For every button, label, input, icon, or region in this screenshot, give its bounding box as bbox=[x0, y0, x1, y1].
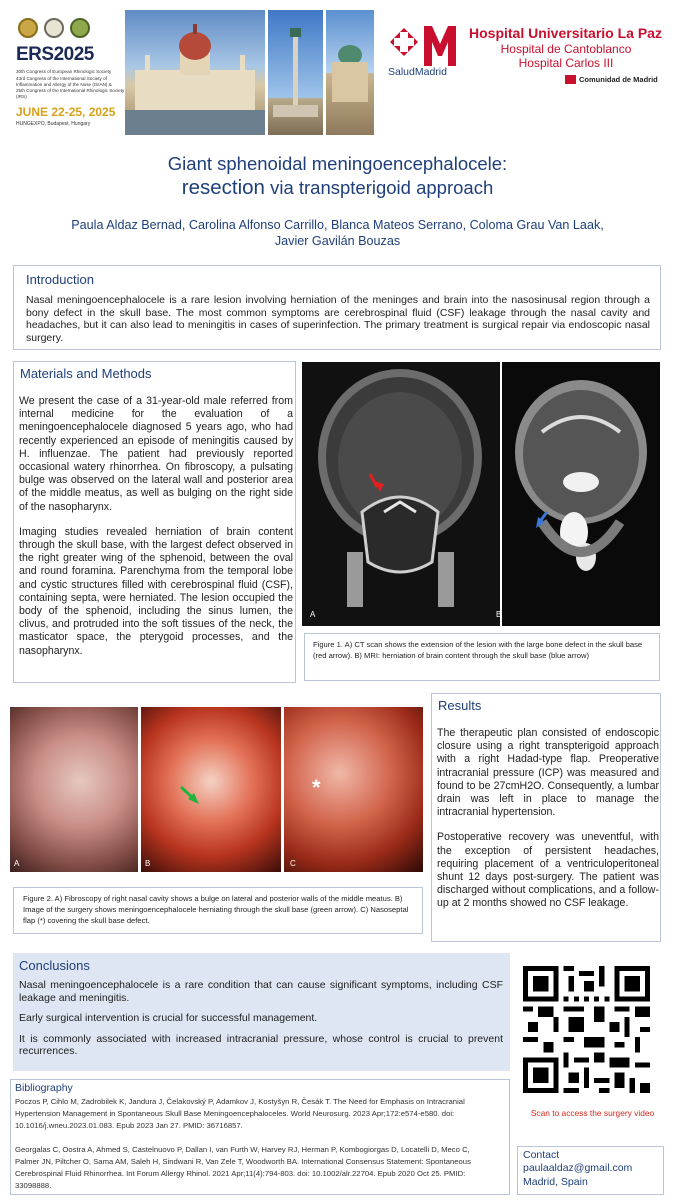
contact-box bbox=[517, 1146, 664, 1195]
figure2-caption: Figure 2. A) Fibroscopy of right nasal cavity shows a bulge on lateral and posterior walls of the middle meatus. B) Image of the surgery shows meningoencephalocele herniating through the skull base (green arrow). C) Nasoseptal flap (*) covering the skull base defect. bbox=[23, 894, 409, 925]
conclusions-box bbox=[13, 953, 510, 1071]
congress-line-3: 25th Congress of the International Rhinologic Society (IRS) bbox=[16, 88, 125, 99]
society-seal-icon bbox=[70, 18, 90, 38]
castle-photo bbox=[326, 10, 374, 135]
mri-image bbox=[496, 362, 660, 626]
figure2-label-b: B bbox=[145, 859, 151, 868]
comunidad-flag-icon bbox=[565, 75, 576, 84]
congress-dates: JUNE 22-25, 2025 bbox=[16, 105, 116, 119]
society-seal-icon bbox=[44, 18, 64, 38]
conclusions-title: Conclusions bbox=[19, 958, 90, 973]
figure2-label-c: C bbox=[290, 859, 296, 868]
nasoseptal-flap-image bbox=[284, 707, 423, 872]
parliament-photo bbox=[125, 10, 265, 135]
introduction-text: Nasal meningoencephalocele is a rare lesion involving herniation of the meninges and brain into the nasosinusal region through a bony defect in the skull base. The most common symptoms are cerebrospinal fluid (CSF) leakage through the nasal cavity and headaches, but it can also lead to meningitis in cases of superinfection. The primary treatment is surgical repair via endoscopic nasal surgery. bbox=[26, 294, 650, 344]
conclusions-text bbox=[19, 979, 503, 1070]
methods-paragraph-2: Imaging studies revealed herniation of brain content through the skull base, with the largest defect observed in the right greater wing of the sphenoid, between the oval and round foramina. Parenchyma from the temporal lobe and cystic structures filled with cerebrospinal fluid (CSF), containing septa, were herniated. The lesion occupied the body of the sphenoid, including the sinus lumen, the clivus, and protruded into the soft tissues of the neck, the masticator space, the pterygoid processes, and the nasopharynx. bbox=[19, 525, 293, 657]
results-text bbox=[437, 727, 659, 923]
figure1-caption: Figure 1. A) CT scan shows the extension of the lesion with the large bone defect in the skull base (red arrow). B) MRI: herniation of brain content through the skull base (blue arrow) bbox=[313, 640, 643, 660]
salud-madrid-logo bbox=[386, 22, 464, 82]
congress-line-1: 30th Congress of European Rhinologic Society bbox=[16, 69, 112, 74]
introduction-title: Introduction bbox=[26, 272, 94, 287]
poster-title bbox=[0, 152, 675, 200]
figure2-caption-box bbox=[13, 887, 423, 934]
congress-banner bbox=[10, 10, 374, 135]
title-line-2 bbox=[0, 176, 675, 200]
contact-location: Madrid, Spain bbox=[523, 1176, 588, 1188]
results-box bbox=[431, 693, 661, 942]
conclusions-paragraph-3: It is commonly associated with increased intracranial pressure, whose control is crucial to prevent recurrences. bbox=[19, 1032, 503, 1057]
fibroscopy-image bbox=[10, 707, 138, 872]
congress-venue: HUNGEXPO, Budapest, Hungary bbox=[16, 121, 91, 127]
title-line-1: Giant sphenoidal meningoencephalocele: bbox=[167, 153, 508, 174]
methods-text bbox=[19, 395, 293, 670]
title-rest: via transpterigoid approach bbox=[264, 177, 494, 198]
conclusions-paragraph-1: Nasal meningoencephalocele is a rare condition that can cause significant symptoms, including CSF leakage and meningitis. bbox=[19, 979, 503, 1004]
contact-title: Contact bbox=[523, 1149, 560, 1161]
bibliography-title: Bibliography bbox=[15, 1082, 73, 1094]
title-emphasis: resection bbox=[181, 176, 265, 199]
authors bbox=[0, 217, 675, 249]
surgery-video-qr-code[interactable] bbox=[523, 966, 650, 1093]
ct-scan-image bbox=[302, 362, 500, 626]
bibliography-ref-2: Georgalas C, Oostra A, Ahmed S, Castelnuovo P, Dallan I, van Furth W, Harvey RJ, Herman P, Kombogiorgas D, Locatelli D, Meco C, Palmer JN, Piltcher O, Sama AM, Saleh H, Sindwani R, Van Zele T, Woodworth BA. International Consensus Statement: Spontaneous Cerebrospinal Fluid Rhinorrhea. Int Forum Allergy Rhinol. 2021 Apr;11(4):794-803. doi: 10.1002/alr.22704. Epub 2020 Oct 25. PMID: 33098888. bbox=[15, 1145, 471, 1190]
bibliography-box bbox=[10, 1079, 510, 1195]
congress-name: ERS2025 bbox=[16, 44, 94, 65]
authors-line-1: Paula Aldaz Bernad, Carolina Alfonso Carrillo, Blanca Mateos Serrano, Coloma Grau Van Laak, bbox=[71, 218, 604, 232]
conclusions-paragraph-2: Early surgical intervention is crucial for successful management. bbox=[19, 1012, 318, 1024]
surgery-image bbox=[141, 707, 281, 872]
comunidad-logo bbox=[565, 75, 658, 84]
hospital-name: Hospital Universitario La Paz bbox=[469, 25, 662, 41]
qr-caption: Scan to access the surgery video bbox=[530, 1108, 655, 1118]
flap-star-marker: * bbox=[312, 775, 321, 800]
figure1-label-b: B bbox=[496, 610, 502, 619]
results-paragraph-1: The therapeutic plan consisted of endoscopic closure using a right transpterigoid approach with a right Hadad-type flap. Preoperative intracranial pressure (ICP) was measured and found to be 27cmH2O. Consequently, a lumbar drain was left in place to manage the intracranial hypertension. bbox=[437, 727, 659, 819]
comunidad-text: Comunidad de Madrid bbox=[579, 75, 658, 84]
hospital-sub-1: Hospital de Cantoblanco bbox=[500, 42, 632, 56]
introduction-box bbox=[13, 265, 661, 350]
figure1-caption-box bbox=[304, 633, 660, 681]
society-seal-icon bbox=[18, 18, 38, 38]
congress-line-2: 43rd Congress of the International Society of Inflammation and Allergy of the Nose (ISIAN) & bbox=[16, 76, 112, 87]
salud-madrid-mark-icon bbox=[386, 22, 464, 72]
hospital-sub-2: Hospital Carlos III bbox=[518, 56, 614, 70]
authors-line-2: Javier Gavilán Bouzas bbox=[274, 234, 401, 248]
figure2-label-a: A bbox=[14, 859, 20, 868]
results-paragraph-2: Postoperative recovery was uneventful, with the exception of persistent headaches, requiring placement of a ventriculoperitoneal shunt 12 days post-surgery. The patient was discharged without complications, and a follow-up at 2 months showed no CSF leakage. bbox=[437, 831, 659, 910]
methods-box bbox=[13, 361, 296, 683]
heroes-square-photo bbox=[268, 10, 323, 135]
methods-paragraph-1: We present the case of a 31-year-old male referred from internal medicine for the evaluation of a meningoencephalocele diagnosed 5 years ago, who had recently experienced an episode of meningitis caused by H. influenzae. The patient had previously reported occasional watery rhinorrhea. On fibroscopy, a pulsating bulge was observed on the lateral wall and posterior area of the middle meatus, as well as bulging on the right side of the nasopharynx. bbox=[19, 395, 293, 513]
salud-madrid-text: SaludMadrid bbox=[388, 66, 447, 78]
bibliography-ref-1: Poczos P, Cihlo M, Zadrobilek K, Jandura J, Čelakovský P, Adamkov J, Kostyšyn R, Česák T. The Need for Emphasis on Intracranial Hypertension Management in Spontaneous Skull Base Meningoencephaloceles. World Neurosurg. 2023 Apr;172:e574-e580. doi: 10.1016/j.wneu.2023.01.083. Epub 2023 Jan 27. PMID: 36716857. bbox=[15, 1097, 465, 1130]
methods-title: Materials and Methods bbox=[20, 366, 152, 381]
figure1-label-a: A bbox=[310, 610, 316, 619]
contact-email[interactable]: paulaaldaz@gmail.com bbox=[523, 1162, 633, 1174]
results-title: Results bbox=[438, 698, 482, 713]
